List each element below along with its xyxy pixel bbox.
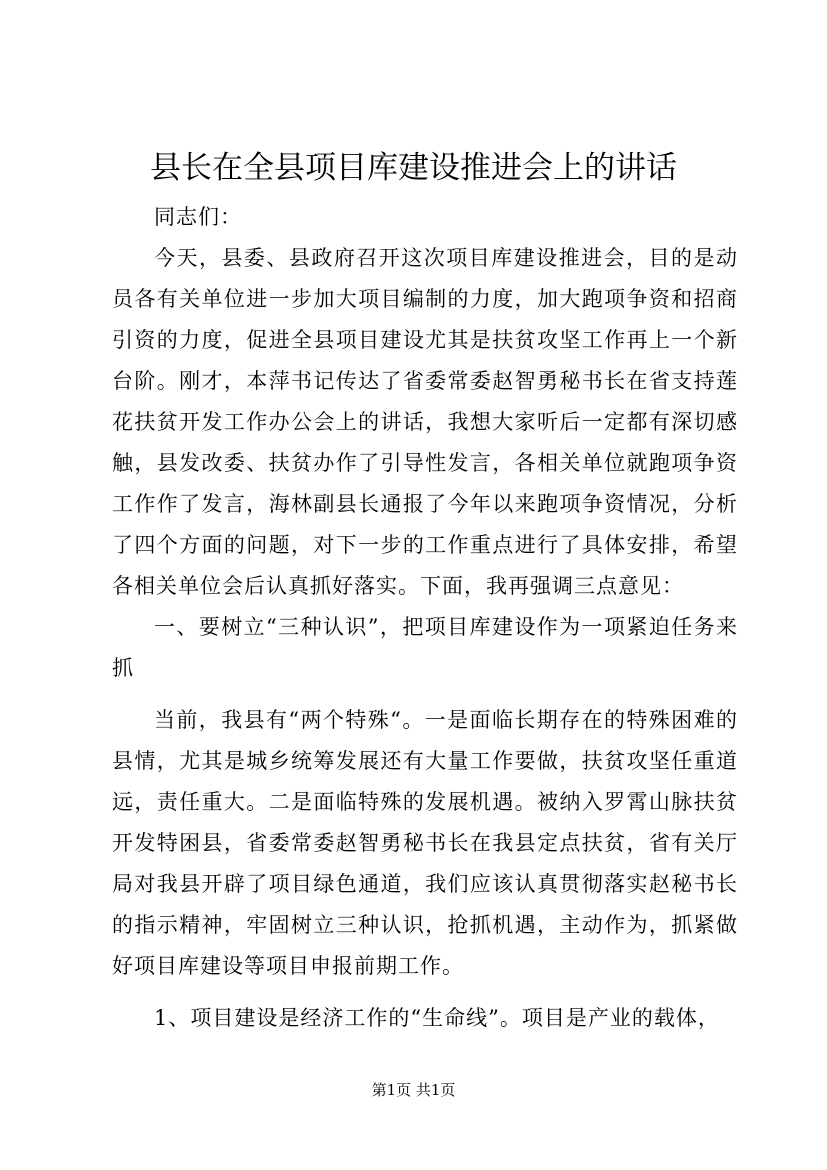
document-body xyxy=(112,197,738,1039)
paragraph-point-one: 1、项目建设是经济工作的“生命线”。项目是产业的载体， xyxy=(154,1006,720,1030)
section-heading-one: 一、要树立“三种认识”，把项目库建设作为一项紧迫任务来抓 xyxy=(112,615,738,680)
paragraph-current-situation: 当前，我县有“两个特殊“。一是面临长期存在的特殊困难的县情，尤其是城乡统筹发展还有大量工作要做，扶贫攻坚任重道远，责任重大。二是面临特殊的发展机遇。被纳入罗霄山脉扶贫开发特困县，省委常委赵智勇秘书长在我县定点扶贫，省有关厅局对我县开辟了项目绿色通道，我们应该认真贯彻落实赵秘书长的指示精神，牢固树立三种认识，抢抓机遇，主动作为，抓紧做好项目库建设等项目申报前期工作。 xyxy=(112,708,738,978)
salutation: 同志们： xyxy=(154,205,242,229)
paragraph-intro: 今天，县委、县政府召开这次项目库建设推进会，目的是动员各有关单位进一步加大项目编制的力度，加大跑项争资和招商引资的力度，促进全县项目建设尤其是扶贫攻坚工作再上一个新台阶。刚才，本萍书记传达了省委常委赵智勇秘书长在省支持莲花扶贫开发工作办公会上的讲话，我想大家听后一定都有深切感触，县发改委、扶贫办作了引导性发言，各相关单位就跑项争资工作作了发言，海林副县长通报了今年以来跑项争资情况，分析了四个方面的问题，对下一步的工作重点进行了具体安排，希望各相关单位会后认真抓好落实。下面，我再强调三点意见： xyxy=(112,246,738,598)
document-title: 县长在全县项目库建设推进会上的讲话 xyxy=(150,150,677,186)
page-footer: 第1页 共1页 xyxy=(371,1081,456,1099)
